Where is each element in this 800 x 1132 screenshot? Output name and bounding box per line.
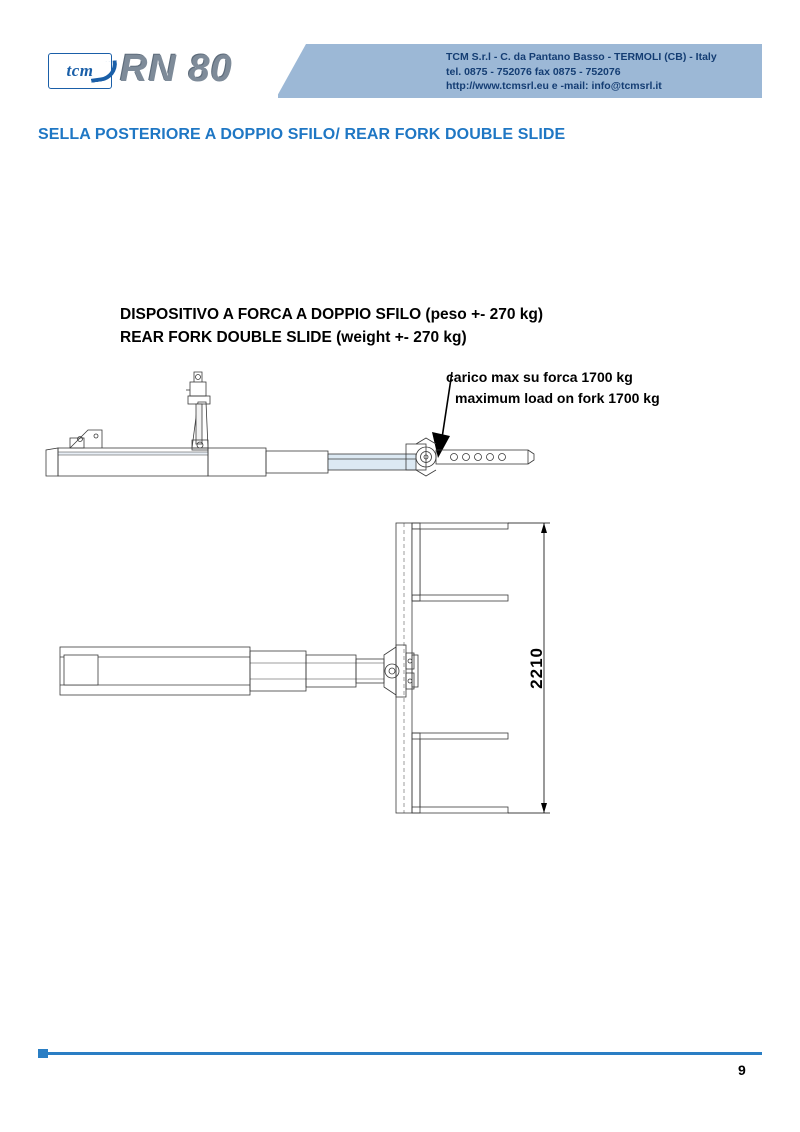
company-phone: tel. 0875 - 752076 fax 0875 - 752076 [446, 65, 621, 78]
plan-view-drawing [40, 505, 580, 835]
model-designation: RN 80 [120, 48, 233, 90]
company-web-email: http://www.tcmsrl.eu e -mail: info@tcmsrl.it [446, 80, 662, 92]
page-title: SELLA POSTERIORE A DOPPIO SFILO/ REAR FORK DOUBLE SLIDE [38, 126, 566, 143]
leader-arrow [432, 372, 452, 458]
device-description-en: REAR FORK DOUBLE SLIDE (weight +- 270 kg) [120, 329, 467, 346]
tcm-logo-text: tcm [66, 61, 94, 80]
side-view-drawing [40, 360, 540, 490]
device-description [120, 303, 543, 349]
footer-rule [38, 1052, 762, 1055]
max-load-it: carico max su forca 1700 kg [446, 369, 633, 385]
device-description-it: DISPOSITIVO A FORCA A DOPPIO SFILO (peso +- 270 kg) [120, 306, 544, 323]
company-contact-block [338, 50, 758, 94]
header-angle-divider [276, 44, 306, 98]
dimension-label-height: 2210 [527, 647, 546, 689]
page-header [38, 44, 762, 98]
page-number: 9 [738, 1062, 746, 1078]
company-address: TCM S.r.l - C. da Pantano Basso - TERMOLI (CB) - Italy [446, 51, 717, 63]
max-load-en: maximum load on fork 1700 kg [455, 390, 660, 406]
